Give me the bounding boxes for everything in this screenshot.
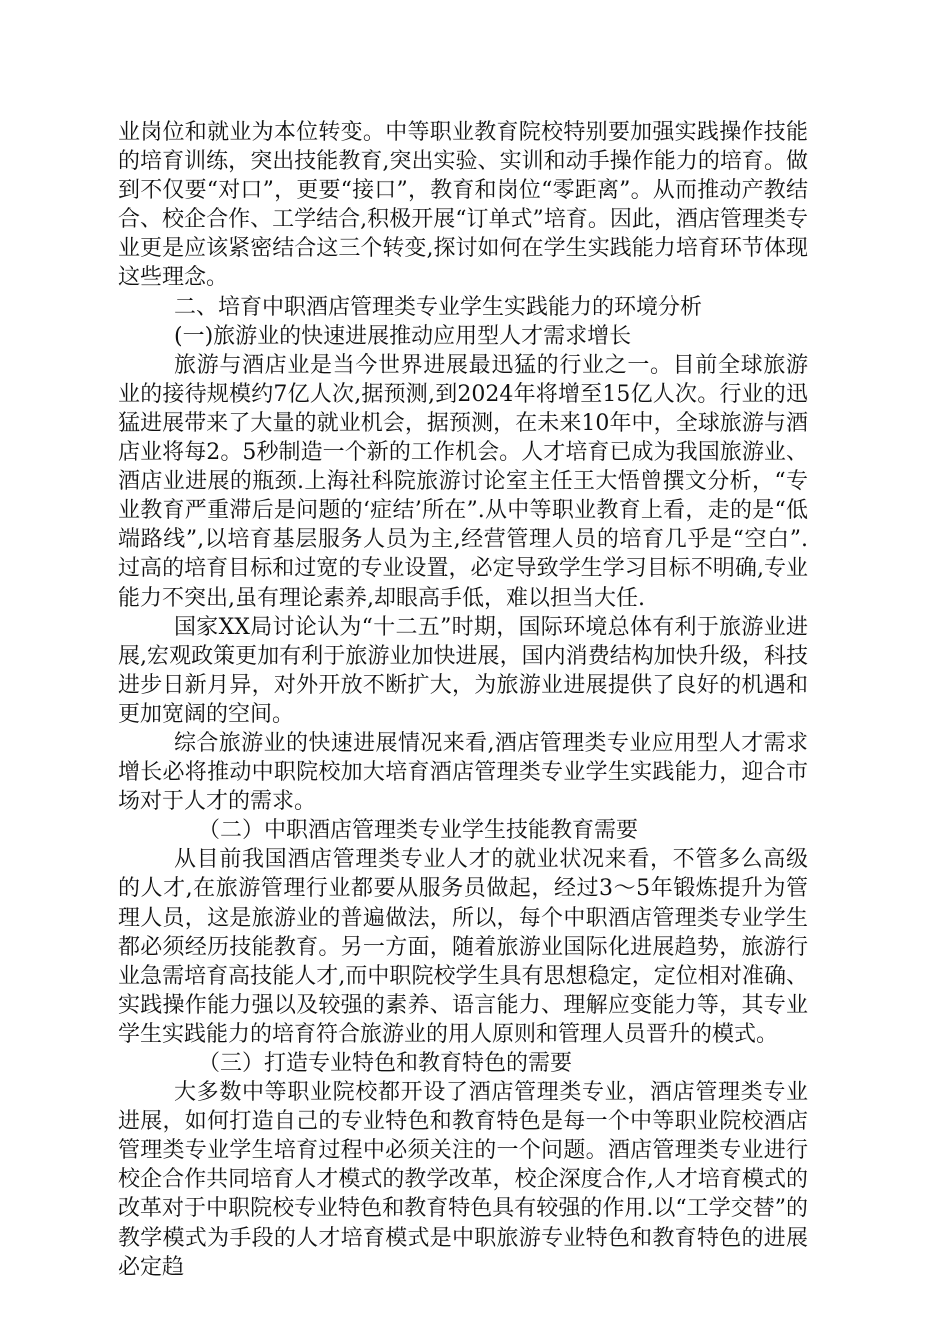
paragraph-skill-education: 从目前我国酒店管理类专业人才的就业状况来看，不管多么高级的人才,在旅游管理行业都要从服务员做起，经过3～5年锻炼提升为管理人员，这是旅游业的普遍做法，所以，每个中职酒店管理类专业学生都必须经历技能教育。另一方面，随着旅游业国际化进展趋势，旅游行业急需培育高技能人才,而中职院校学生具有思想稳定，定位相对准确、实践操作能力强以及较强的素养、语言能力、理解应变能力等，其专业学生实践能力的培育符合旅游业的用人原则和管理人员晋升的模式。 xyxy=(118,847,808,1047)
subsection-heading-2: （二）中职酒店管理类专业学生技能教育需要 xyxy=(198,818,639,844)
document-body xyxy=(118,118,808,1282)
paragraph-national-policy: 国家XX局讨论认为“十二五”时期，国际环境总体有利于旅游业进展,宏观政策更加有利于旅游业加快进展，国内消费结构加快升级，科技进步日新月异，对外开放不断扩大，为旅游业进展提供了良好的机遇和更加宽阔的空间。 xyxy=(118,614,808,727)
section-heading-2: 二、培育中职酒店管理类专业学生实践能力的环境分析 xyxy=(174,294,703,320)
paragraph-tourism-growth: 旅游与酒店业是当今世界进展最迅猛的行业之一。目前全球旅游业的接待规模约7亿人次,据预测,到2024年将增至15亿人次。行业的迅猛进展带来了大量的就业机会，据预测，在未来10年中，全球旅游与酒店业将每2。5秒制造一个新的工作机会。人才培育已成为我国旅游业、酒店业进展的瓶颈.上海社科院旅游讨论室主任王大悟曾撰文分析，“专业教育严重滞后是问题的‘症结’所在”.从中等职业教育上看，走的是“低端路线”,以培育基层服务人员为主,经营管理人员的培育几乎是“空白”.过高的培育目标和过宽的专业设置，必定导致学生学习目标不明确,专业能力不突出,虽有理论素养,却眼高手低，难以担当大任. xyxy=(118,352,808,611)
paragraph-continuation: 业岗位和就业为本位转变。中等职业教育院校特别要加强实践操作技能的培育训练，突出技能教育,突出实验、实训和动手操作能力的培育。做到不仅要“对口”，更要“接口”，教育和岗位“零距离”。从而推动产教结合、校企合作、工学结合,积极开展“订单式”培育。因此，酒店管理类专业更是应该紧密结合这三个转变,探讨如何在学生实践能力培育环节体现这些理念。 xyxy=(118,120,808,291)
paragraph-specialty: 大多数中等职业院校都开设了酒店管理类专业，酒店管理类专业进展，如何打造自己的专业特色和教育特色是每一个中等职业院校酒店管理类专业学生培育过程中必须关注的一个问题。酒店管理类专业进行校企合作共同培育人才模式的教学改革，校企深度合作,人才培育模式的改革对于中职院校专业特色和教育特色具有较强的作用.以“工学交替”的教学模式为手段的人才培育模式是中职旅游专业特色和教育特色的进展必定趋 xyxy=(118,1080,808,1280)
subsection-heading-3: （三）打造专业特色和教育特色的需要 xyxy=(198,1051,573,1076)
subsection-heading-1: (一)旅游业的快速进展推动应用型人才需求增长 xyxy=(174,323,632,349)
paragraph-summary: 综合旅游业的快速进展情况来看,酒店管理类专业应用型人才需求增长必将推动中职院校加大培育酒店管理类专业学生实践能力，迎合市场对于人才的需求。 xyxy=(118,730,808,815)
